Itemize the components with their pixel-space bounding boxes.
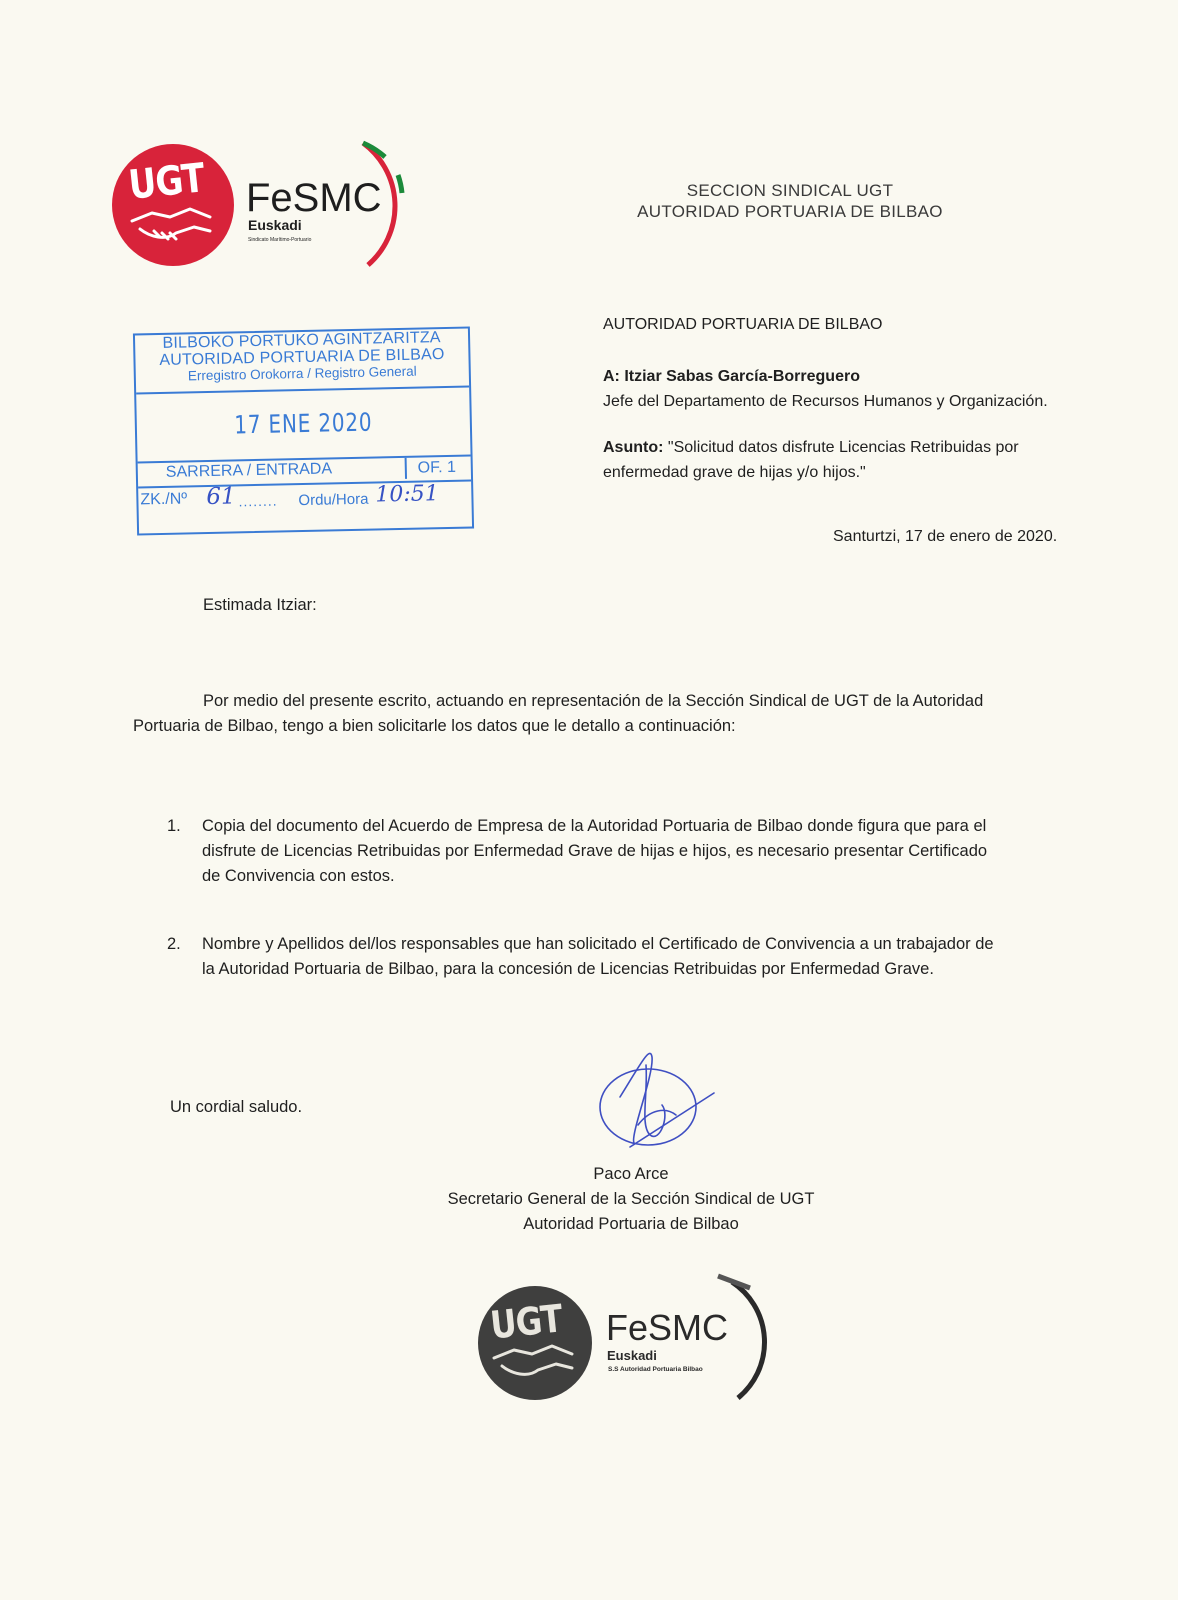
recipient-to: A: Itziar Sabas García-Borreguero	[603, 368, 860, 385]
list-item-number: 2.	[167, 935, 181, 953]
header-title	[580, 180, 1000, 222]
subject	[603, 435, 1073, 485]
subject-text: "Solicitud datos disfrute Licencias Retribuidas por	[663, 439, 1019, 456]
signer-role: Secretario General de la Sección Sindical de UGT	[447, 1190, 815, 1208]
stamp-entry: SARRERA / ENTRADA	[165, 460, 333, 481]
stamp-date: 17 ENE 2020	[234, 407, 373, 440]
ugt-section-stamp	[470, 1270, 790, 1410]
svg-text:S.S Autoridad Portuaria Bilbao: S.S Autoridad Portuaria Bilbao	[608, 1366, 703, 1373]
stamp-dots: ........	[238, 492, 278, 510]
stamp-number-label: ZK./Nº	[140, 490, 188, 509]
svg-text:Euskadi: Euskadi	[248, 217, 302, 233]
signature-block	[391, 1162, 871, 1237]
svg-text:Sindicato Marítimo-Portuario: Sindicato Marítimo-Portuario	[248, 237, 312, 243]
greeting: Estimada Itziar:	[203, 596, 317, 614]
svg-text:Euskadi: Euskadi	[607, 1348, 657, 1363]
stamp-time-value: 10:51	[375, 481, 440, 508]
closing: Un cordial saludo.	[170, 1098, 303, 1116]
signer-name: Paco Arce	[593, 1165, 669, 1183]
place-date: Santurtzi, 17 de enero de 2020.	[833, 528, 1058, 545]
stamp-office: OF. 1	[405, 457, 467, 479]
subject-label: Asunto:	[603, 439, 664, 456]
intro-line-1: Por medio del presente escrito, actuando en representación de la Sección Sindical de UGT de la Autoridad	[203, 692, 984, 710]
list-item-line: disfrute de Licencias Retribuidas por Enfermedad Grave de hijas e hijos, es necesario presentar Certificado	[202, 842, 988, 860]
stamp-line-3: Erregistro Orokorra / Registro General	[187, 363, 417, 384]
list-item-number: 1.	[167, 817, 181, 835]
list-item-line: de Convivencia con estos.	[202, 867, 395, 885]
ugt-logo-text: UGT	[126, 155, 207, 209]
list-item	[167, 932, 1072, 982]
intro-line-2: Portuaria de Bilbao, tengo a bien solicitarle los datos que le detallo a continuación:	[133, 717, 736, 735]
list-item-line: la Autoridad Portuaria de Bilbao, para la concesión de Licencias Retribuidas por Enfermedad Grave.	[202, 960, 934, 978]
stamp-divider	[136, 386, 469, 395]
subject-text-2: enfermedad grave de hijas y/o hijos."	[603, 464, 866, 481]
svg-text:FeSMC: FeSMC	[246, 176, 382, 220]
svg-text:FeSMC: FeSMC	[606, 1307, 729, 1348]
intro-paragraph	[133, 689, 1063, 739]
stamp-number-value: 61	[206, 483, 236, 511]
registry-stamp	[133, 326, 474, 535]
list-item-line: Nombre y Apellidos del/los responsables que han solicitado el Certificado de Convivencia a un trabajador de	[202, 935, 994, 953]
list-item	[167, 814, 1072, 889]
ugt-stamp-text: UGT	[488, 1296, 565, 1348]
recipient-role: Jefe del Departamento de Recursos Humanos y Organización.	[603, 393, 1048, 410]
signer-org: Autoridad Portuaria de Bilbao	[523, 1215, 739, 1233]
handwritten-signature-icon	[590, 1035, 720, 1165]
stamp-time-label: Ordu/Hora	[298, 490, 369, 510]
recipient-org: AUTORIDAD PORTUARIA DE BILBAO	[603, 316, 883, 333]
header-line-2: AUTORIDAD PORTUARIA DE BILBAO	[637, 202, 943, 221]
header-line-1: SECCION SINDICAL UGT	[686, 181, 894, 200]
stamp-line-1: BILBOKO PORTUKO AGINTZARITZA	[162, 329, 441, 352]
list-item-line: Copia del documento del Acuerdo de Empresa de la Autoridad Portuaria de Bilbao donde figura que para el	[202, 817, 987, 835]
ugt-fesmc-logo	[110, 135, 430, 275]
stamp-line-2: AUTORIDAD PORTUARIA DE BILBAO	[159, 346, 445, 370]
